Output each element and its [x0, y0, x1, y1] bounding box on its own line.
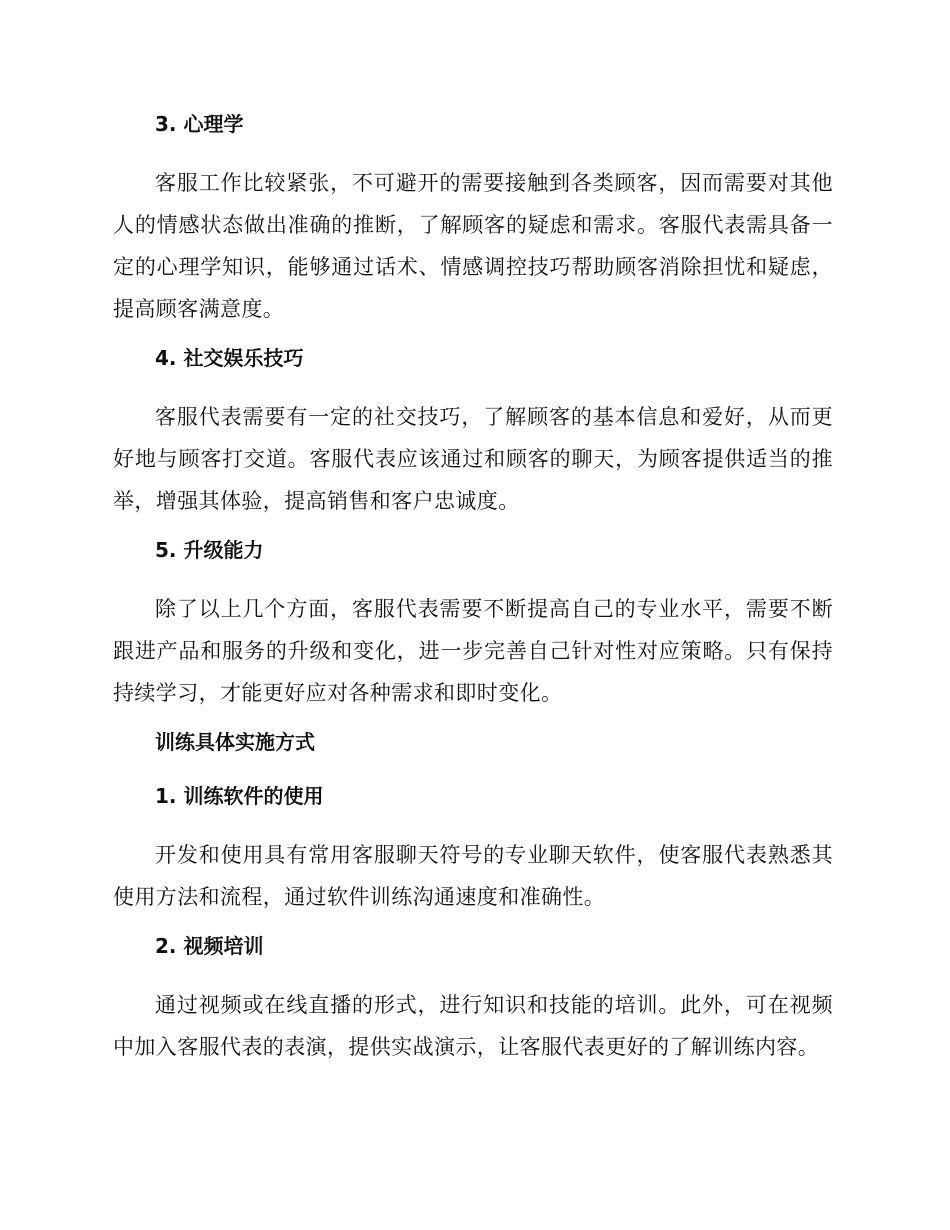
section-body-video-training: 通过视频或在线直播的形式，进行知识和技能的培训。此外，可在视频中加入客服代表的表演，提供实战演示，让客服代表更好的了解训练内容。: [113, 993, 833, 1059]
section-heading-social-skills: 4. 社交娱乐技巧: [155, 346, 304, 370]
section-body-training-software: 开发和使用具有常用客服聊天符号的专业聊天软件，使客服代表熟悉其使用方法和流程，通过软件训练沟通速度和准确性。: [113, 843, 833, 909]
section-heading-implementation: 训练具体实施方式: [155, 730, 315, 754]
section-heading-upgrade-ability: 5. 升级能力: [155, 538, 264, 562]
section-heading-video-training: 2. 视频培训: [155, 934, 264, 958]
document-content: [113, 108, 833, 1080]
section-heading-psychology: 3. 心理学: [155, 112, 244, 136]
section-heading-training-software: 1. 训练软件的使用: [155, 784, 324, 808]
section-body-psychology: 客服工作比较紧张，不可避开的需要接触到各类顾客，因而需要对其他人的情感状态做出准确的推断，了解顾客的疑虑和需求。客服代表需具备一定的心理学知识，能够通过话术、情感调控技巧帮助顾客消除担忧和疑虑，提高顾客满意度。: [113, 171, 833, 321]
section-body-social-skills: 客服代表需要有一定的社交技巧，了解顾客的基本信息和爱好，从而更好地与顾客打交道。客服代表应该通过和顾客的聊天，为顾客提供适当的推举，增强其体验，提高销售和客户忠诚度。: [113, 405, 833, 513]
section-body-upgrade-ability: 除了以上几个方面，客服代表需要不断提高自己的专业水平，需要不断跟进产品和服务的升级和变化，进一步完善自己针对性对应策略。只有保持持续学习，才能更好应对各种需求和即时变化。: [113, 597, 833, 705]
